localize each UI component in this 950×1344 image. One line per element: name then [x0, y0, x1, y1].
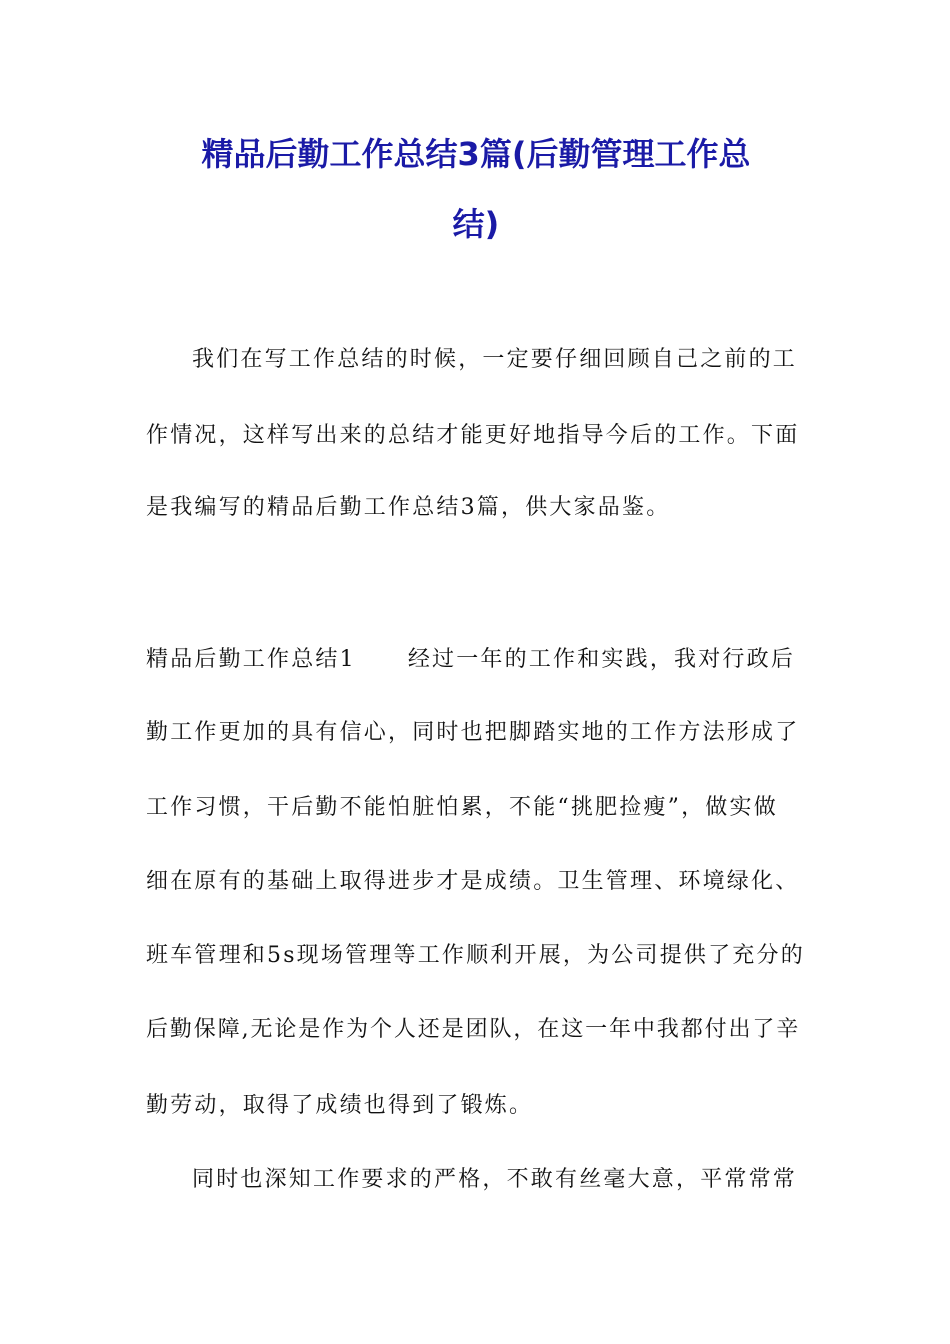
section1-line-6: 后勤保障,无论是作为个人还是团队，在这一年中我都付出了辛: [146, 1017, 801, 1042]
document-title-line-1: 精品后勤工作总结3篇(后勤管理工作总: [201, 135, 751, 173]
section1-line-2: 勤工作更加的具有信心，同时也把脚踏实地的工作方法形成了: [146, 720, 800, 745]
section1-line-5: 班车管理和5s现场管理等工作顺利开展，为公司提供了充分的: [146, 943, 805, 968]
section1-paragraph2-line-1: 同时也深知工作要求的严格，不敢有丝毫大意，平常常常: [192, 1167, 798, 1192]
intro-line-3: 是我编写的精品后勤工作总结3篇，供大家品鉴。: [146, 495, 671, 520]
intro-line-1: 我们在写工作总结的时候，一定要仔细回顾自己之前的工: [192, 347, 798, 372]
intro-line-2: 作情况，这样写出来的总结才能更好地指导今后的工作。下面: [146, 423, 800, 448]
section1-line-3: 工作习惯，干后勤不能怕脏怕累，不能“挑肥捡瘦”，做实做: [146, 795, 778, 820]
document-title-line-2: 结): [452, 205, 500, 243]
section1-first-line: [146, 649, 806, 671]
section1-line-7: 勤劳动，取得了成绩也得到了锻炼。: [146, 1093, 534, 1118]
section1-heading: 精品后勤工作总结1: [146, 647, 356, 672]
section1-line-4: 细在原有的基础上取得进步才是成绩。卫生管理、环境绿化、: [146, 869, 800, 894]
section1-first-line-text: 经过一年的工作和实践，我对行政后: [407, 647, 796, 672]
